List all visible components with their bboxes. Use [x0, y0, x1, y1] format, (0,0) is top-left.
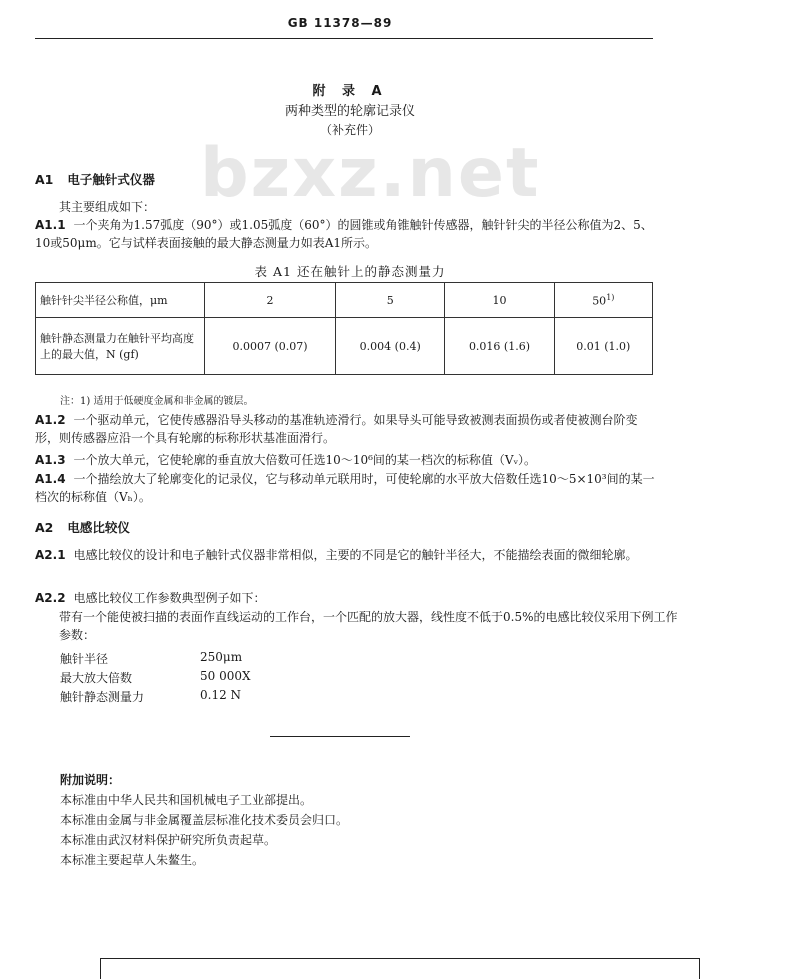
section-a2-number: A2: [35, 520, 54, 535]
section-a2-heading: [35, 518, 130, 536]
clause-a1-4-number: A1.4: [35, 472, 66, 486]
table-header-radius: 触针针尖半径公称值，μm: [36, 283, 205, 318]
clause-a2-2-text: 电感比较仪工作参数典型例子如下：: [73, 591, 266, 605]
parameter-value: 50 000X: [200, 669, 251, 683]
section-a1-number: A1: [35, 172, 54, 187]
table-cell-radius-3: 10: [445, 283, 554, 318]
clause-a1-4-text: 一个描绘放大了轮廓变化的记录仪，它与移动单元联用时，可使轮廓的水平放大倍数任选10～5×10³间的某一档次的标称值（Vₕ）。: [35, 472, 655, 504]
header-rule: [35, 38, 653, 39]
table-cell-radius-1: 2: [205, 283, 336, 318]
remarks-line: 本标准主要起草人朱鳌生。: [60, 853, 205, 867]
bottom-frame: [100, 958, 700, 979]
table-cell-force-2: 0.004 (0.4): [336, 318, 445, 375]
clause-a2-2-body: 带有一个能使被扫描的表面作直线运动的工作台，一个匹配的放大器，线性度不低于0.5%的电感比较仪采用下例工作参数：: [59, 610, 678, 642]
table-note: 注：1) 适用于低硬度金属和非金属的镀层。: [60, 396, 254, 407]
additional-remarks: [60, 770, 348, 870]
footnote-mark: 1): [606, 292, 615, 302]
radius-4-value: 50: [592, 294, 607, 308]
standard-code-header: GB 11378—89: [287, 16, 393, 30]
table-row-radius: [36, 283, 653, 318]
parameter-name: 触针半径: [60, 652, 109, 666]
clause-a1-3: [35, 452, 655, 470]
table-a1-title: 表 A1 还在触针上的静态测量力: [254, 264, 446, 279]
clause-a2-1: [35, 547, 655, 565]
clause-a1-2-text: 一个驱动单元，它使传感器沿导头移动的基准轨迹滑行。如果导头可能导致被测表面损伤或者使被测台阶变形，则传感器应沿一个具有轮廓的标称形状基准面滑行。: [35, 413, 638, 445]
clause-a2-1-number: A2.1: [35, 548, 66, 562]
section-a1-heading: [35, 170, 155, 188]
table-header-force: 触针静态测量力在触针平均高度上的最大值，N (gf): [36, 318, 205, 375]
appendix-label: 附 录 A: [312, 84, 388, 99]
section-a1-title: 电子触针式仪器: [67, 172, 155, 187]
appendix-supplement: （补充件）: [319, 123, 380, 137]
parameter-list: [60, 650, 251, 707]
table-cell-force-3: 0.016 (1.6): [445, 318, 554, 375]
clause-a1-4: [35, 471, 655, 506]
table-cell-radius-2: 5: [336, 283, 445, 318]
section-a2-title: 电感比较仪: [67, 520, 130, 535]
parameter-row: [60, 688, 251, 707]
intro-text: 其主要组成如下：: [59, 200, 156, 214]
clause-a2-1-text: 电感比较仪的设计和电子触针式仪器非常相似，主要的不同是它的触针半径大，不能描绘表面的微细轮廓。: [73, 548, 638, 562]
clause-a1-1-number: A1.1: [35, 218, 66, 232]
clause-a1-1: [35, 217, 655, 252]
clause-a1-3-number: A1.3: [35, 453, 66, 467]
table-cell-force-4: 0.01 (1.0): [554, 318, 652, 375]
clause-a1-3-text: 一个放大单元，它使轮廓的垂直放大倍数可任选10～10⁶间的某一档次的标称值（Vᵥ）。: [73, 453, 537, 467]
parameter-row: [60, 650, 251, 669]
clause-a1-2: [35, 412, 655, 447]
clause-a2-2-number: A2.2: [35, 591, 66, 605]
parameter-name: 最大放大倍数: [60, 671, 133, 685]
table-cell-force-1: 0.0007 (0.07): [205, 318, 336, 375]
remarks-line: 本标准由中华人民共和国机械电子工业部提出。: [60, 793, 313, 807]
appendix-subtitle: 两种类型的轮廓记录仪: [284, 104, 415, 119]
parameter-value: 250μm: [200, 650, 243, 664]
clause-a2-2: [35, 590, 655, 608]
parameter-name: 触针静态测量力: [60, 690, 145, 704]
remarks-title: 附加说明：: [60, 773, 121, 787]
table-a1: [35, 282, 653, 375]
end-rule: [270, 736, 410, 737]
clause-a1-1-text: 一个夹角为1.57弧度（90°）或1.05弧度（60°）的圆锥或角锥触针传感器，触针针尖的半径公称值为2、5、10或50μm。它与试样表面接触的最大静态测量力如表A1所示。: [35, 218, 653, 250]
remarks-line: 本标准由金属与非金属覆盖层标准化技术委员会归口。: [60, 813, 349, 827]
parameter-value: 0.12 N: [200, 688, 242, 702]
table-cell-radius-4: [554, 283, 652, 318]
clause-a1-2-number: A1.2: [35, 413, 66, 427]
table-row-force: [36, 318, 653, 375]
remarks-line: 本标准由武汉材料保护研究所负责起草。: [60, 833, 277, 847]
parameter-row: [60, 669, 251, 688]
watermark: bzxz.net: [200, 134, 541, 213]
